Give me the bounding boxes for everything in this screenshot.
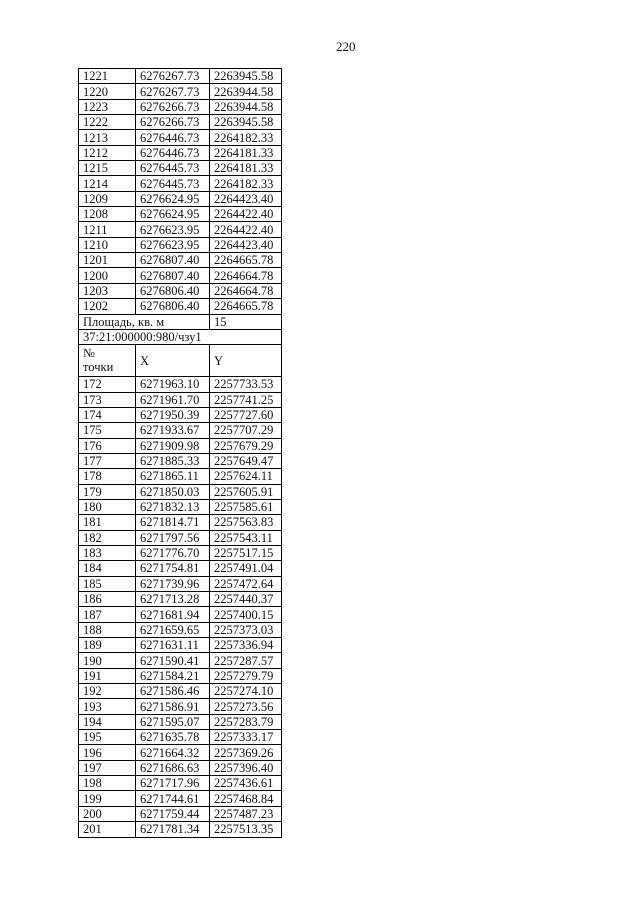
point-number-cell: 1220	[79, 84, 136, 99]
x-coordinate-cell: 6271686.63	[136, 760, 210, 775]
y-coordinate-cell: 2257436.61	[210, 776, 282, 791]
table-row	[79, 161, 282, 176]
parcel-id: 37:21:000000:980/чзу1	[79, 329, 282, 344]
table-row	[79, 545, 282, 560]
area-value: 15	[210, 314, 282, 329]
point-number-cell: 174	[79, 407, 136, 422]
table-row	[79, 438, 282, 453]
point-number-cell: 1221	[79, 69, 136, 84]
x-coordinate-cell: 6271909.98	[136, 438, 210, 453]
y-coordinate-cell: 2257369.26	[210, 745, 282, 760]
y-coordinate-cell: 2257733.53	[210, 377, 282, 392]
y-coordinate-cell: 2257707.29	[210, 423, 282, 438]
table-row	[79, 99, 282, 114]
point-number-cell: 199	[79, 791, 136, 806]
point-number-cell: 197	[79, 760, 136, 775]
point-number-cell: 185	[79, 576, 136, 591]
point-number-cell: 192	[79, 684, 136, 699]
point-number-cell: 173	[79, 392, 136, 407]
point-number-cell: 1210	[79, 237, 136, 252]
table-row	[79, 592, 282, 607]
table-row	[79, 607, 282, 622]
x-coordinate-cell: 6276445.73	[136, 176, 210, 191]
x-coordinate-cell: 6271659.65	[136, 622, 210, 637]
point-number-cell: 196	[79, 745, 136, 760]
x-coordinate-cell: 6271781.34	[136, 822, 210, 837]
x-coordinate-cell: 6271584.21	[136, 668, 210, 683]
table-row	[79, 699, 282, 714]
x-coordinate-cell: 6276266.73	[136, 115, 210, 130]
point-number-cell: 181	[79, 515, 136, 530]
y-coordinate-cell: 2263944.58	[210, 99, 282, 114]
y-coordinate-cell: 2257333.17	[210, 730, 282, 745]
x-coordinate-cell: 6271933.67	[136, 423, 210, 438]
table-row	[79, 791, 282, 806]
table-row	[79, 377, 282, 392]
table-row	[79, 530, 282, 545]
table-row	[79, 499, 282, 514]
parcel-summary	[79, 314, 282, 377]
header-y: Y	[210, 345, 282, 377]
y-coordinate-cell: 2264182.33	[210, 176, 282, 191]
y-coordinate-cell: 2263945.58	[210, 115, 282, 130]
y-coordinate-cell: 2257373.03	[210, 622, 282, 637]
table-row	[79, 714, 282, 729]
table-row	[79, 760, 282, 775]
y-coordinate-cell: 2257491.04	[210, 561, 282, 576]
x-coordinate-cell: 6271635.78	[136, 730, 210, 745]
point-number-cell: 1201	[79, 253, 136, 268]
x-coordinate-cell: 6276624.95	[136, 207, 210, 222]
point-number-cell: 1212	[79, 145, 136, 160]
table-row	[79, 207, 282, 222]
table-row	[79, 253, 282, 268]
point-number-cell: 183	[79, 545, 136, 560]
point-number-cell: 1214	[79, 176, 136, 191]
y-coordinate-cell: 2264665.78	[210, 253, 282, 268]
x-coordinate-cell: 6271664.32	[136, 745, 210, 760]
point-number-cell: 1200	[79, 268, 136, 283]
point-number-cell: 186	[79, 592, 136, 607]
y-coordinate-cell: 2257543.11	[210, 530, 282, 545]
table-row	[79, 561, 282, 576]
table-row	[79, 222, 282, 237]
area-row	[79, 314, 282, 329]
header-point-symbol: №	[83, 346, 95, 361]
y-coordinate-cell: 2257274.10	[210, 684, 282, 699]
area-label: Площадь, кв. м	[79, 314, 210, 329]
x-coordinate-cell: 6271850.03	[136, 484, 210, 499]
table-row	[79, 484, 282, 499]
x-coordinate-cell: 6271814.71	[136, 515, 210, 530]
point-number-cell: 193	[79, 699, 136, 714]
point-number-cell: 189	[79, 638, 136, 653]
y-coordinate-cell: 2264664.78	[210, 283, 282, 298]
y-coordinate-cell: 2264181.33	[210, 161, 282, 176]
coordinates-table	[78, 68, 282, 838]
x-coordinate-cell: 6276445.73	[136, 161, 210, 176]
point-number-cell: 200	[79, 806, 136, 821]
y-coordinate-cell: 2257517.15	[210, 545, 282, 560]
y-coordinate-cell: 2264182.33	[210, 130, 282, 145]
point-number-cell: 178	[79, 469, 136, 484]
y-coordinate-cell: 2263945.58	[210, 69, 282, 84]
y-coordinate-cell: 2257649.47	[210, 453, 282, 468]
y-coordinate-cell: 2257468.84	[210, 791, 282, 806]
x-coordinate-cell: 6271717.96	[136, 776, 210, 791]
x-coordinate-cell: 6271754.81	[136, 561, 210, 576]
point-number-cell: 198	[79, 776, 136, 791]
y-coordinate-cell: 2257727.60	[210, 407, 282, 422]
x-coordinate-cell: 6271963.10	[136, 377, 210, 392]
x-coordinate-cell: 6276623.95	[136, 237, 210, 252]
x-coordinate-cell: 6271832.13	[136, 499, 210, 514]
y-coordinate-cell: 2257396.40	[210, 760, 282, 775]
x-coordinate-cell: 6271885.33	[136, 453, 210, 468]
x-coordinate-cell: 6271590.41	[136, 653, 210, 668]
table-row	[79, 237, 282, 252]
point-number-cell: 180	[79, 499, 136, 514]
point-number-cell: 184	[79, 561, 136, 576]
x-coordinate-cell: 6276807.40	[136, 268, 210, 283]
coordinates-group-2	[79, 377, 282, 837]
x-coordinate-cell: 6271776.70	[136, 545, 210, 560]
y-coordinate-cell: 2264422.40	[210, 207, 282, 222]
y-coordinate-cell: 2257585.61	[210, 499, 282, 514]
table-row	[79, 730, 282, 745]
table-row	[79, 776, 282, 791]
table-row	[79, 191, 282, 206]
table-row	[79, 469, 282, 484]
x-coordinate-cell: 6271595.07	[136, 714, 210, 729]
x-coordinate-cell: 6276267.73	[136, 69, 210, 84]
table-row	[79, 145, 282, 160]
x-coordinate-cell: 6276806.40	[136, 299, 210, 314]
table-row	[79, 130, 282, 145]
x-coordinate-cell: 6271950.39	[136, 407, 210, 422]
table-row	[79, 515, 282, 530]
table-row	[79, 176, 282, 191]
x-coordinate-cell: 6271759.44	[136, 806, 210, 821]
y-coordinate-cell: 2257513.35	[210, 822, 282, 837]
table-row	[79, 115, 282, 130]
y-coordinate-cell: 2257679.29	[210, 438, 282, 453]
x-coordinate-cell: 6271631.11	[136, 638, 210, 653]
point-number-cell: 1211	[79, 222, 136, 237]
y-coordinate-cell: 2264422.40	[210, 222, 282, 237]
point-number-cell: 190	[79, 653, 136, 668]
y-coordinate-cell: 2257400.15	[210, 607, 282, 622]
table-row	[79, 69, 282, 84]
table-row	[79, 392, 282, 407]
table-row	[79, 576, 282, 591]
x-coordinate-cell: 6276806.40	[136, 283, 210, 298]
table-header-row	[79, 345, 282, 377]
x-coordinate-cell: 6271586.46	[136, 684, 210, 699]
table-row	[79, 407, 282, 422]
table-row	[79, 453, 282, 468]
point-number-cell: 195	[79, 730, 136, 745]
point-number-cell: 177	[79, 453, 136, 468]
x-coordinate-cell: 6276266.73	[136, 99, 210, 114]
header-point-number	[79, 345, 136, 377]
point-number-cell: 1215	[79, 161, 136, 176]
point-number-cell: 175	[79, 423, 136, 438]
y-coordinate-cell: 2257273.56	[210, 699, 282, 714]
header-x: X	[136, 345, 210, 377]
table-row	[79, 84, 282, 99]
point-number-cell: 1208	[79, 207, 136, 222]
y-coordinate-cell: 2264665.78	[210, 299, 282, 314]
x-coordinate-cell: 6271681.94	[136, 607, 210, 622]
point-number-cell: 201	[79, 822, 136, 837]
point-number-cell: 1209	[79, 191, 136, 206]
y-coordinate-cell: 2264423.40	[210, 191, 282, 206]
y-coordinate-cell: 2257624.11	[210, 469, 282, 484]
point-number-cell: 179	[79, 484, 136, 499]
x-coordinate-cell: 6271865.11	[136, 469, 210, 484]
table-row	[79, 638, 282, 653]
table-row	[79, 653, 282, 668]
x-coordinate-cell: 6276624.95	[136, 191, 210, 206]
coordinates-group-1	[79, 69, 282, 315]
x-coordinate-cell: 6271713.28	[136, 592, 210, 607]
x-coordinate-cell: 6276446.73	[136, 130, 210, 145]
y-coordinate-cell: 2264181.33	[210, 145, 282, 160]
point-number-cell: 1203	[79, 283, 136, 298]
point-number-cell: 172	[79, 377, 136, 392]
y-coordinate-cell: 2263944.58	[210, 84, 282, 99]
y-coordinate-cell: 2257563.83	[210, 515, 282, 530]
x-coordinate-cell: 6271739.96	[136, 576, 210, 591]
point-number-cell: 182	[79, 530, 136, 545]
point-number-cell: 1213	[79, 130, 136, 145]
table-row	[79, 299, 282, 314]
y-coordinate-cell: 2257336.94	[210, 638, 282, 653]
parcel-id-row	[79, 329, 282, 344]
point-number-cell: 1222	[79, 115, 136, 130]
point-number-cell: 194	[79, 714, 136, 729]
y-coordinate-cell: 2257279.79	[210, 668, 282, 683]
y-coordinate-cell: 2257440.37	[210, 592, 282, 607]
table-row	[79, 283, 282, 298]
table-row	[79, 822, 282, 837]
table-row	[79, 423, 282, 438]
x-coordinate-cell: 6276267.73	[136, 84, 210, 99]
point-number-cell: 191	[79, 668, 136, 683]
table-row	[79, 622, 282, 637]
point-number-cell: 176	[79, 438, 136, 453]
table-row	[79, 745, 282, 760]
table-row	[79, 806, 282, 821]
point-number-cell: 1202	[79, 299, 136, 314]
y-coordinate-cell: 2264664.78	[210, 268, 282, 283]
y-coordinate-cell: 2257287.57	[210, 653, 282, 668]
point-number-cell: 1223	[79, 99, 136, 114]
y-coordinate-cell: 2257283.79	[210, 714, 282, 729]
y-coordinate-cell: 2257605.91	[210, 484, 282, 499]
x-coordinate-cell: 6276623.95	[136, 222, 210, 237]
x-coordinate-cell: 6271586.91	[136, 699, 210, 714]
point-number-cell: 188	[79, 622, 136, 637]
table-row	[79, 268, 282, 283]
x-coordinate-cell: 6271961.70	[136, 392, 210, 407]
point-number-cell: 187	[79, 607, 136, 622]
x-coordinate-cell: 6276807.40	[136, 253, 210, 268]
table-row	[79, 668, 282, 683]
x-coordinate-cell: 6271797.56	[136, 530, 210, 545]
y-coordinate-cell: 2264423.40	[210, 237, 282, 252]
y-coordinate-cell: 2257487.23	[210, 806, 282, 821]
y-coordinate-cell: 2257472.64	[210, 576, 282, 591]
table-row	[79, 684, 282, 699]
page-number: 220	[336, 39, 356, 54]
header-point-word: точки	[83, 360, 114, 375]
y-coordinate-cell: 2257741.25	[210, 392, 282, 407]
x-coordinate-cell: 6276446.73	[136, 145, 210, 160]
x-coordinate-cell: 6271744.61	[136, 791, 210, 806]
